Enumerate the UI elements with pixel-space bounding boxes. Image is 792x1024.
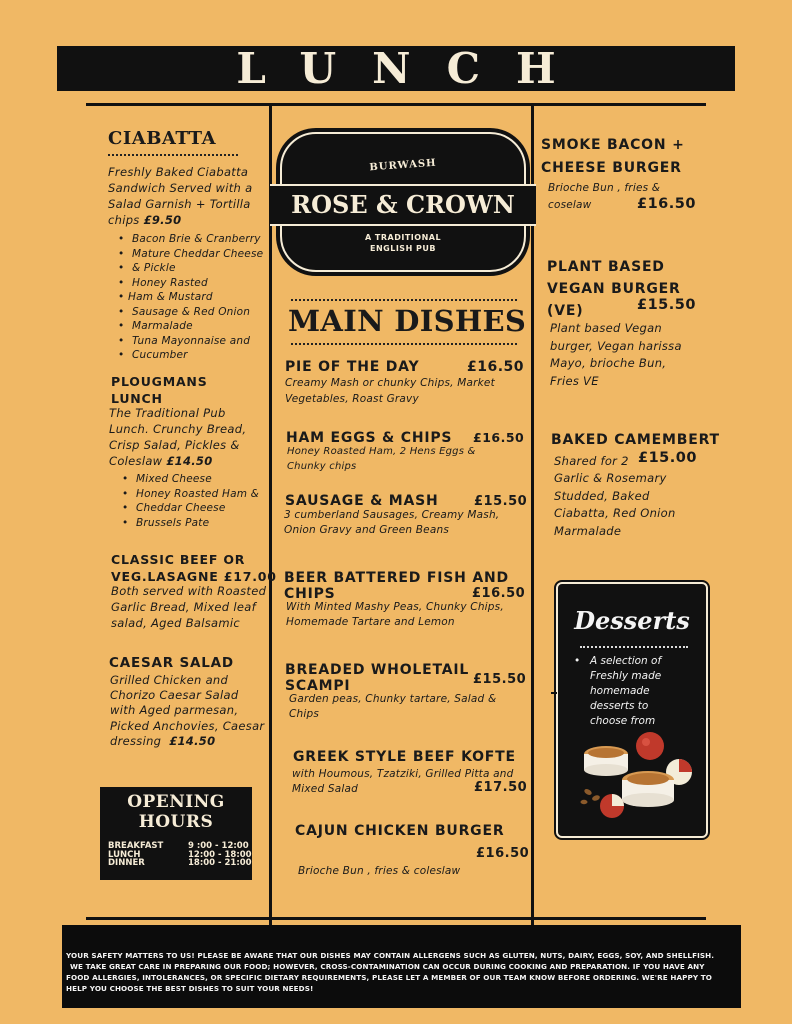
apple-icon bbox=[636, 732, 664, 760]
kofte-title: GREEK STYLE BEEF KOFTE bbox=[293, 749, 516, 765]
caesar-description: Grilled Chicken and Chorizo Caesar Salad with Aged parmesan, Picked Anchovies, Caesar dressing £14.50 bbox=[110, 673, 265, 748]
caesar-price: £14.50 bbox=[169, 733, 216, 748]
scampi-price: £15.50 bbox=[473, 672, 527, 687]
scampi-title: BREADED WHOLETAIL SCAMPI bbox=[285, 662, 470, 694]
logo-name: ROSE & CROWN bbox=[270, 184, 536, 226]
vegan-burger-title: PLANT BASED VEGAN BURGER (VE) bbox=[547, 259, 681, 319]
camembert-price: £15.00 bbox=[638, 450, 697, 466]
logo-location: BURWASH bbox=[369, 157, 437, 174]
list-item: • Mature Cheddar Cheese bbox=[110, 247, 270, 262]
page-title: LUNCH bbox=[236, 44, 592, 93]
cajun-title: CAJUN CHICKEN BURGER bbox=[295, 823, 505, 839]
opening-hours-title: OPENING HOURS bbox=[127, 792, 225, 832]
fish-description: With Minted Mashy Peas, Chunky Chips, Homemade Tartare and Lemon bbox=[286, 601, 504, 628]
list-item: • Tuna Mayonnaise and bbox=[110, 334, 270, 349]
list-item: • Bacon Brie & Cranberry bbox=[110, 232, 270, 247]
camembert-shared: Shared for 2 bbox=[554, 454, 629, 468]
hours-row: BREAKFAST 9 :00 - 12:00 bbox=[108, 841, 249, 851]
logo-tagline: A TRADITIONAL ENGLISH PUB bbox=[364, 233, 442, 253]
sausage-title: SAUSAGE & MASH bbox=[285, 493, 439, 509]
opening-hours-box bbox=[100, 787, 252, 880]
vegan-burger-price: £15.50 bbox=[637, 297, 696, 313]
ham-description: Honey Roasted Ham, 2 Hens Eggs & Chunky chips bbox=[287, 446, 476, 472]
pie-description: Creamy Mash or chunky Chips, Market Vegetables, Roast Gravy bbox=[285, 377, 495, 405]
allergen-notice: YOUR SAFETY MATTERS TO US! PLEASE BE AWARE THAT OUR DISHES MAY CONTAIN ALLERGENS SUCH AS GLUTEN, NUTS, DAIRY, EGGS, SOY, AND SHELLFISH. WE TAKE GREAT CARE IN PREPARING OUR FOOD; HOWEVER, CROSS-CONTAMINATION CAN OCCUR DURING COOKING AND PREPARATION. IF YOU HAVE ANY FOOD ALLERGIES, INTOLERANCES, OR SPECIFIC DIETARY REQUIREMENTS, PLEASE LET A MEMBER OF OUR TEAM KNOW BEFORE ORDERING. WE'RE HAPPY TO HELP YOU CHOOSE THE BEST DISHES TO SUIT YOUR NEEDS! bbox=[62, 925, 741, 1008]
list-item: • & Pickle bbox=[110, 261, 270, 276]
pub-logo bbox=[276, 128, 530, 276]
bacon-burger-description: Brioche Bun , fries & coselaw bbox=[548, 182, 661, 211]
hours-row: DINNER 18:00 - 21:00 bbox=[108, 858, 252, 868]
ham-price: £16.50 bbox=[473, 430, 525, 445]
ploughmans-options bbox=[114, 472, 274, 530]
sausage-price: £15.50 bbox=[474, 494, 528, 509]
pie-price: £16.50 bbox=[467, 359, 525, 375]
sausage-description: 3 cumberland Sausages, Creamy Mash, Onion Gravy and Green Beans bbox=[284, 509, 500, 536]
cajun-description: Brioche Bun , fries & coleslaw bbox=[298, 865, 461, 877]
bottom-rule bbox=[86, 917, 706, 920]
ciabatta-description: Freshly Baked Ciabatta Sandwich Served with a Salad Garnish + Tortilla chips £9.50 bbox=[108, 165, 253, 227]
kofte-description: with Houmous, Tzatziki, Grilled Pitta and Mixed Salad bbox=[292, 768, 514, 795]
lasagne-description: Both served with Roasted Garlic Bread, Mixed leaf salad, Aged Balsamic bbox=[111, 584, 267, 630]
list-item: • Brussels Pate bbox=[114, 516, 274, 531]
ploughmans-price: £14.50 bbox=[166, 454, 213, 468]
caesar-title: CAESAR SALAD bbox=[109, 655, 234, 671]
camembert-description: Garlic & Rosemary Studded, Baked Ciabatta, Red Onion Marmalade bbox=[554, 471, 676, 538]
ciabatta-price: £9.50 bbox=[143, 213, 182, 227]
list-item: • Honey Rasted bbox=[110, 276, 270, 291]
ciabatta-dots bbox=[108, 154, 238, 156]
list-item: • Sausage & Red Onion bbox=[110, 305, 270, 320]
fish-price: £16.50 bbox=[472, 586, 526, 601]
hours-row: LUNCH 12:00 - 18:00 bbox=[108, 849, 252, 860]
list-item: • Marmalade bbox=[110, 319, 270, 334]
ciabatta-options bbox=[110, 232, 270, 363]
desserts-photo bbox=[576, 732, 698, 822]
kofte-price: £17.50 bbox=[474, 780, 528, 795]
desserts-title: Desserts bbox=[574, 606, 690, 635]
main-dishes-title: MAIN DISHES bbox=[288, 304, 527, 338]
camembert-title: BAKED CAMEMBERT bbox=[551, 432, 720, 448]
bacon-burger-price: £16.50 bbox=[637, 196, 696, 212]
vegan-burger-description: Plant based Vegan burger, Vegan harissa Mayo, brioche Bun, Fries VE bbox=[550, 321, 682, 388]
list-item: • Cucumber bbox=[110, 348, 270, 363]
main-dishes-dots-bottom bbox=[291, 343, 517, 345]
cajun-price: £16.50 bbox=[476, 846, 530, 861]
top-rule bbox=[86, 103, 706, 106]
desserts-text: • A selection of Freshly made homemade desserts to choose from bbox=[574, 655, 662, 727]
ham-title: HAM EGGS & CHIPS bbox=[286, 430, 453, 446]
list-item: • Mixed Cheese bbox=[114, 472, 274, 487]
desserts-dots bbox=[580, 646, 688, 648]
list-item: • Cheddar Cheese bbox=[114, 501, 274, 516]
ploughmans-title: PLOUGMANS LUNCH bbox=[111, 374, 208, 406]
fish-title: BEER BATTERED FISH AND CHIPS bbox=[284, 570, 509, 602]
lasagne-price: £17.00 bbox=[223, 569, 277, 584]
desserts-divider bbox=[551, 692, 557, 694]
hours-table bbox=[100, 842, 252, 868]
desserts-card bbox=[556, 582, 708, 838]
lasagne-title: CLASSIC BEEF OR VEG.LASAGNE £17.00 bbox=[111, 552, 277, 584]
main-dishes-dots-top bbox=[291, 299, 517, 301]
column-divider-right bbox=[531, 104, 534, 926]
list-item: • Ham & Mustard bbox=[110, 290, 270, 305]
pie-title: PIE OF THE DAY bbox=[285, 359, 420, 375]
title-banner bbox=[57, 46, 735, 91]
ploughmans-description: The Traditional Pub Lunch. Crunchy Bread, Crisp Salad, Pickles & Coleslaw £14.50 bbox=[109, 406, 247, 468]
list-item: • Honey Roasted Ham & bbox=[114, 487, 274, 502]
scampi-description: Garden peas, Chunky tartare, Salad & Chips bbox=[289, 693, 497, 720]
bacon-burger-title: SMOKE BACON + CHEESE BURGER bbox=[541, 137, 685, 176]
ciabatta-title: CIABATTA bbox=[108, 128, 217, 149]
